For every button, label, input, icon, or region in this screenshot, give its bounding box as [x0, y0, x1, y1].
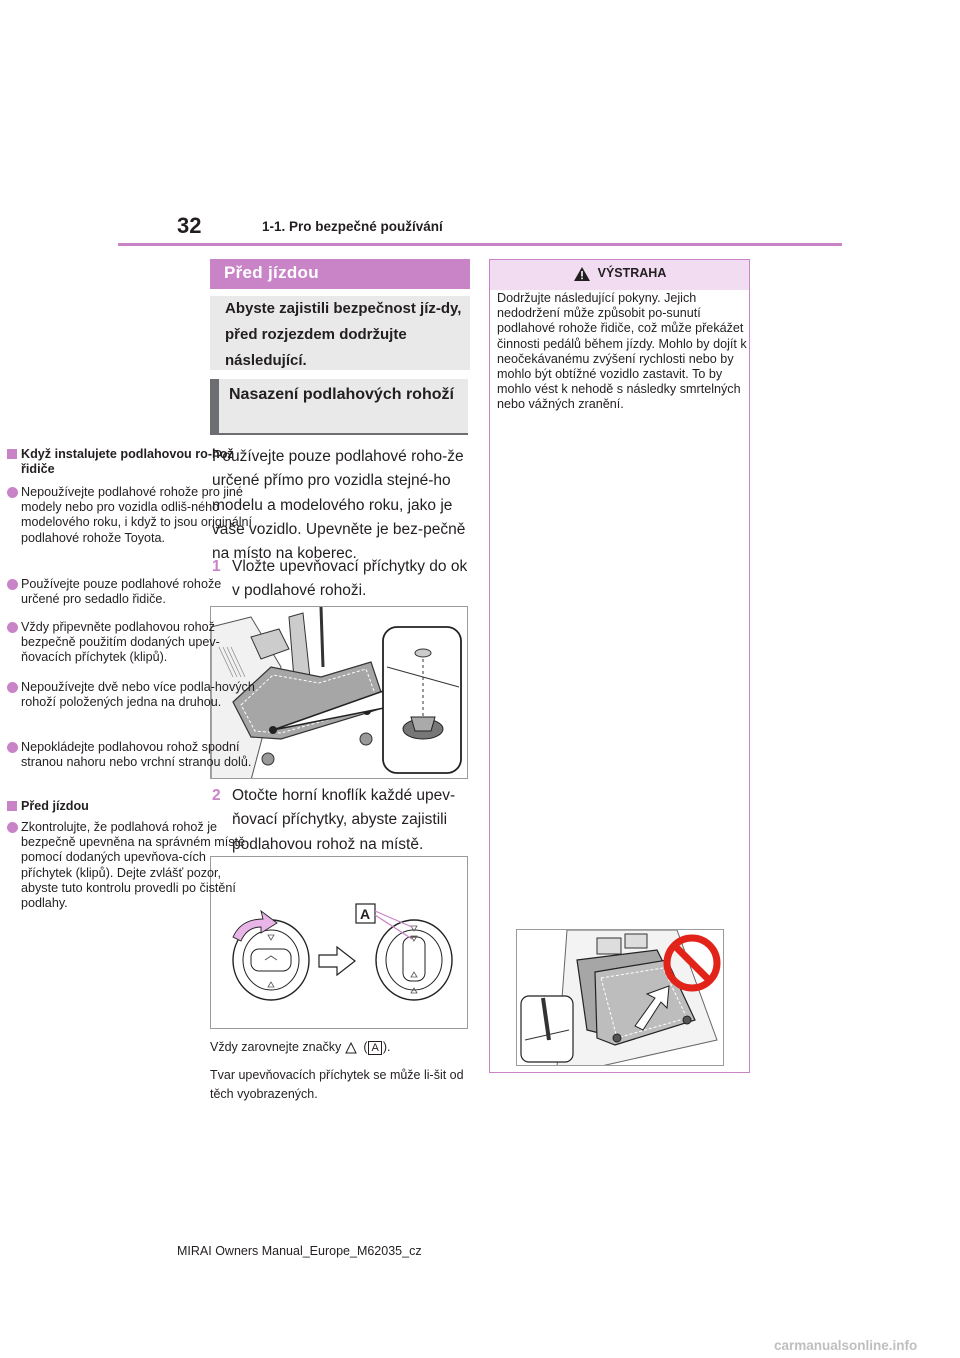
warning-bullet — [7, 820, 257, 911]
floor-mat-instructions: Používejte pouze podlahové roho-že určené přímo pro vozidla stejné-ho modelu a modelového roku, jako je vaše vozidlo. Upevněte je bez-pečně na místo na koberec. — [212, 448, 466, 563]
warning-bullet-text: Používejte pouze podlahové rohože určené pro sedadlo řidiče. — [21, 577, 222, 607]
warning-header — [490, 260, 749, 290]
warning-intro: Dodržujte následující pokyny. Jejich nedodržení může způsobit po-sunutí podlahové rohože řidiče, což může překážet činnosti pedálů během jízdy. Mohlo by dojít k neočekávanému zvýšení rychlosti nebo by mohlo být obtížné vozidlo zastavit. To by mohlo vést k nehodě s následky smrtelných nebo vážných zranění. — [497, 291, 747, 412]
warning-group-heading-text: Když instalujete podlahovou ro-hož řidiče — [21, 447, 234, 477]
bullet-dot-icon — [7, 622, 18, 633]
warning-title: VÝSTRAHA — [597, 266, 667, 280]
warning-triangle-icon — [573, 266, 591, 282]
triangle-mark-icon — [345, 1042, 357, 1054]
warning-group-heading-text: Před jízdou — [21, 799, 89, 813]
warning-group-heading — [7, 447, 257, 477]
watermark: carmanualsonline.info — [774, 1338, 918, 1353]
alignment-caption-before: Vždy zarovnejte značky — [210, 1040, 342, 1054]
bullet-dot-icon — [7, 579, 18, 590]
footer: MIRAI Owners Manual_Europe_M62035_cz — [177, 1244, 422, 1258]
before-driving-title: Před jízdou — [210, 259, 470, 289]
warning-bullet-text: Nepoužívejte dvě nebo více podla-hových rohoží položených jedna na druhou. — [21, 680, 255, 710]
bullet-dot-icon — [7, 487, 18, 498]
step-1-number: 1 — [212, 558, 221, 575]
bullet-dot-icon — [7, 822, 18, 833]
step-2-text: Otočte horní knoflík každé upev-ňovací příchytky, abyste zajistili podlahovou rohož na místě. — [232, 787, 456, 853]
warning-bullet — [7, 485, 257, 546]
warning-bullet — [7, 740, 257, 770]
warning-bullet-text: Nepoužívejte podlahové rohože pro jiné modely nebo pro vozidla odliš-ného modelového roku, i když to jsou originální podlahové rohože Toyota. — [21, 485, 253, 545]
prohibited-stacked-mat-illustration — [516, 929, 724, 1066]
page-number: 32 — [177, 213, 202, 238]
warning-bullet — [7, 680, 257, 710]
warning-bullet-text: Zkontrolujte, že podlahová rohož je bezpečně upevněna na správném místě pomocí dodaných upevňova-cích příchytek (klipů). Dejte zvlášť pozor, abyste tuto kontrolu provedli po čistění podlahy. — [21, 820, 246, 911]
figure-label-a: A — [360, 906, 371, 922]
warning-group-heading — [7, 799, 257, 814]
bullet-dot-icon — [7, 742, 18, 753]
alignment-caption-close: ). — [382, 1040, 391, 1054]
section-title: 1-1. Pro bezpečné používání — [262, 219, 443, 234]
header-rule — [118, 243, 842, 246]
warning-bullet — [7, 620, 257, 666]
square-bullet-icon — [7, 449, 17, 459]
warning-bullet-text: Vždy připevněte podlahovou rohož bezpečně použitím dodaných upev-ňovacích příchytek (klipů). — [21, 620, 220, 665]
step-2-number: 2 — [212, 787, 221, 804]
floor-mat-subheading: Nasazení podlahových rohoží — [210, 379, 468, 435]
alignment-caption-open: ( — [363, 1040, 368, 1054]
warning-bullet — [7, 577, 257, 607]
alignment-caption-badge: A — [368, 1041, 381, 1055]
intro-box: Abyste zajistili bezpečnost jíz-dy, před rozjezdem dodržujte následující. — [210, 296, 470, 370]
square-bullet-icon — [7, 801, 17, 811]
alignment-caption — [210, 1038, 472, 1057]
bullet-dot-icon — [7, 682, 18, 693]
shape-caption: Tvar upevňovacích příchytek se může li-šit od těch vyobrazených. — [210, 1068, 464, 1101]
step-1-text: Vložte upevňovací příchytky do ok v podlahové rohoži. — [232, 558, 468, 600]
warning-bullet-text: Nepokládejte podlahovou rohož spodní stranou nahoru nebo vrchní stranou dolů. — [21, 740, 252, 770]
